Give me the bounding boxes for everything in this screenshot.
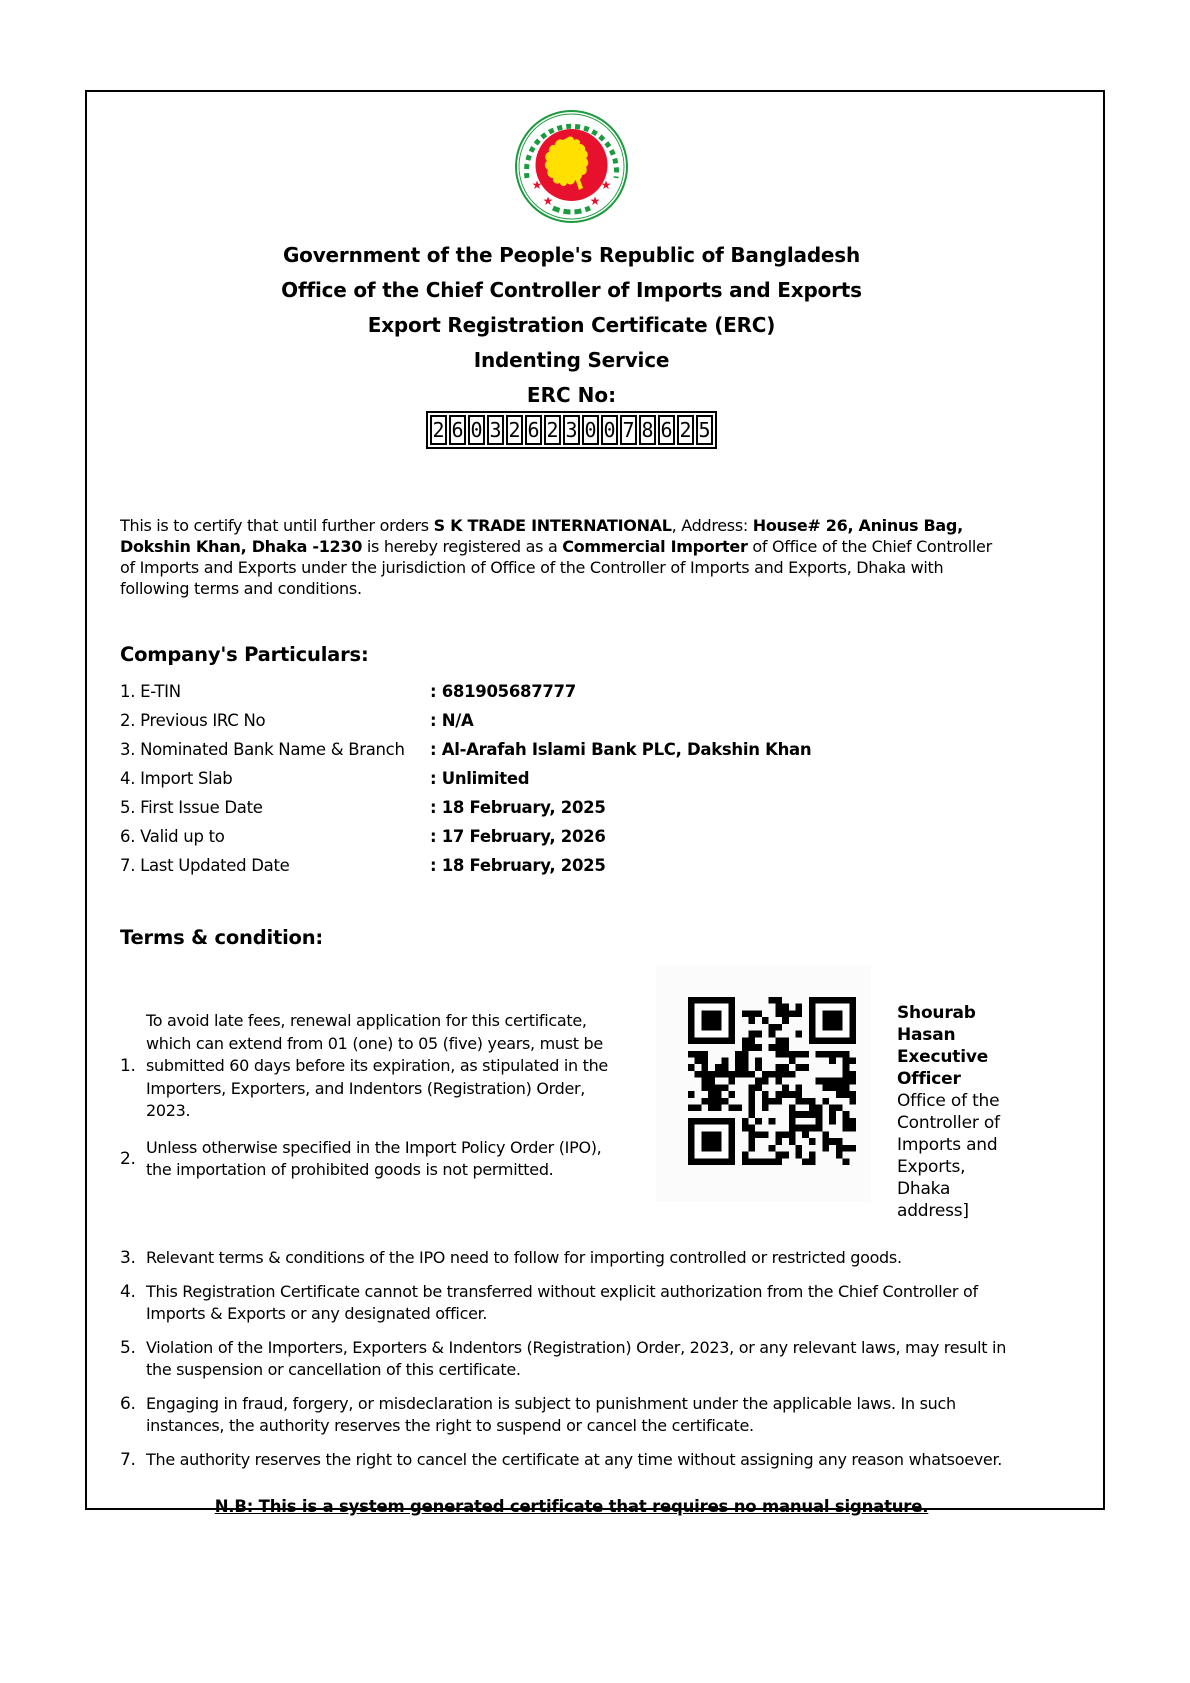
erc-digit: 5 [696,415,713,445]
particular-label: 1. E-TIN [120,682,181,701]
erc-digit: 6 [449,415,466,445]
signatory-block [897,965,1023,1222]
term-item-5 [120,1337,1023,1382]
intro-text: of Office of the Chief Controller of Imports and Exports under the jurisdiction of Office of the Controller of Imports and Exports, Dhaka with following terms and conditions. [120,537,992,598]
term-number: 3. [120,1248,136,1268]
particular-label: 3. Nominated Bank Name & Branch [120,740,405,759]
company-particulars-section [120,643,1023,880]
erc-digit: 0 [582,415,599,445]
intro-text: This is to certify that until further orders [120,516,434,535]
particular-row-previous-irc [120,706,1023,735]
title-certificate: Export Registration Certificate (ERC) [367,313,776,337]
qr-code-container [656,965,871,1202]
erc-number-boxes [426,411,717,449]
intro-text: is hereby registered as a [362,537,563,556]
erc-digit: 2 [430,415,447,445]
title-service-type: Indenting Service [473,348,670,372]
erc-digit: 0 [601,415,618,445]
particular-label: 7. Last Updated Date [120,856,290,875]
registration-type: Commercial Importer [562,537,748,556]
particular-row-etin [120,677,1023,706]
term-number: 7. [120,1449,136,1470]
erc-number-row [120,411,1023,449]
term-number: 1. [120,1056,136,1076]
title-office: Office of the Chief Controller of Imports and Exports [281,278,862,302]
erc-digit: 2 [544,415,561,445]
svg-text:★: ★ [542,194,554,208]
title-government: Government of the People's Republic of Bangladesh [282,243,861,267]
erc-digit: 7 [620,415,637,445]
company-address: House# 26, Aninus Bag, Dokshin Khan, Dhaka -1230 [120,516,963,556]
erc-digit: 3 [487,415,504,445]
particular-value: : 681905687777 [430,682,576,701]
system-generated-note: N.B: This is a system generated certificate that requires no manual signature. [214,1497,929,1516]
bangladesh-government-emblem-icon [513,108,630,225]
terms-items-1-2 [120,965,616,1196]
svg-text:★: ★ [600,178,612,192]
signatory-name-title [897,1002,1023,1090]
term-text: This Registration Certificate cannot be transferred without explicit authorization from the Chief Controller of Imports & Exports or any designated officer. [146,1281,978,1323]
term-item-3 [120,1247,1023,1270]
term-text: Engaging in fraud, forgery, or misdeclaration is subject to punishment under the applicable laws. In such instances, the authority reserves the right to suspend or cancel the certificate. [146,1393,956,1435]
signatory-title: Executive Officer [897,1047,989,1089]
term-number: 2. [120,1148,136,1169]
term-number: 4. [120,1281,136,1302]
qr-code [688,997,856,1165]
particular-row-import-slab [120,764,1023,793]
particular-value: : 18 February, 2025 [430,856,606,875]
term-number: 6. [120,1393,136,1414]
intro-text: , Address: [671,516,753,535]
term-item-1 [120,1010,616,1123]
emblem-container [120,108,1023,229]
term-item-6 [120,1393,1023,1438]
particular-value: : 17 February, 2026 [430,827,606,846]
particular-label: 6. Valid up to [120,827,225,846]
particular-value: : Unlimited [430,769,530,788]
terms-items-3-7 [120,1247,1023,1471]
company-name: S K TRADE INTERNATIONAL [433,516,672,535]
particulars-heading: Company's Particulars: [120,643,369,666]
particulars-list [120,677,1023,880]
signatory-name: Shourab Hasan [897,1003,976,1045]
term-text: Unless otherwise specified in the Import Policy Order (IPO), the importation of prohibited goods is not permitted. [146,1137,602,1179]
particular-row-valid-up-to [120,822,1023,851]
erc-number-label: ERC No: [526,383,617,407]
erc-digit: 2 [506,415,523,445]
terms-heading: Terms & condition: [120,926,324,949]
erc-digit: 6 [525,415,542,445]
document-titles [120,243,1023,407]
terms-top-row [120,965,1023,1222]
particular-value: : 18 February, 2025 [430,798,606,817]
certification-statement [120,515,1008,599]
erc-digit: 0 [468,415,485,445]
particular-row-bank [120,735,1023,764]
svg-text:★: ★ [589,194,601,208]
erc-digit: 8 [639,415,656,445]
particular-value: : Al-Arafah Islami Bank PLC, Dakshin Khan [430,740,812,759]
term-text: Relevant terms & conditions of the IPO need to follow for importing controlled or restricted goods. [146,1248,902,1267]
svg-text:★: ★ [531,178,543,192]
particular-label: 2. Previous IRC No [120,711,266,730]
certificate-border [85,90,1105,1516]
term-item-7 [120,1449,1023,1472]
term-text: The authority reserves the right to cancel the certificate at any time without assigning any reason whatsoever. [146,1449,1003,1469]
term-item-2 [120,1137,616,1182]
term-text: To avoid late fees, renewal application for this certificate, which can extend from 01 (one) to 05 (five) years, must be submitted 60 days before its expiration, as stipulated in the Importers, Exporters, and Indentors (Registration) Order, 2023. [146,1011,608,1120]
particular-row-last-updated [120,851,1023,880]
particular-row-first-issue [120,793,1023,822]
term-text: Violation of the Importers, Exporters & Indentors (Registration) Order, 2023, or any relevant laws, may result in the suspension or cancellation of this certificate. [146,1337,1007,1379]
signatory-office: Office of the Controller of Imports and Exports, Dhaka address] [897,1091,1000,1221]
term-number: 5. [120,1337,136,1358]
particular-value: : N/A [430,711,474,730]
term-item-4 [120,1281,1023,1326]
particular-label: 4. Import Slab [120,769,233,788]
particular-label: 5. First Issue Date [120,798,263,817]
erc-digit: 2 [677,415,694,445]
erc-digit: 6 [658,415,675,445]
erc-digit: 3 [563,415,580,445]
